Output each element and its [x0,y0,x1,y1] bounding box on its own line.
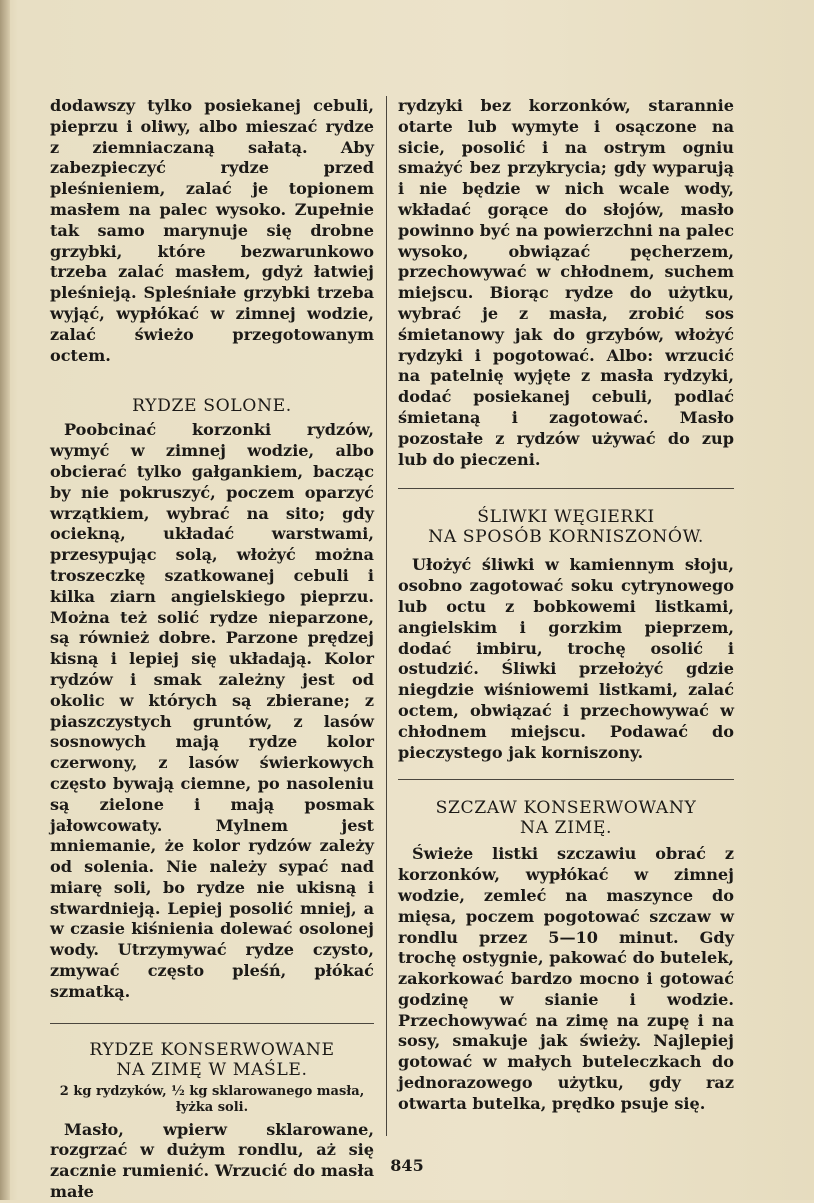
section-title-sliwki-line1: ŚLIWKI WĘGIERKI [477,507,655,528]
continuation-paragraph: rydzyki bez korzonków, starannie otarte lub wymyte i osączone na sicie, posolić i na ostrym ogniu smażyć bez przykrycia; gdy wyparują i nie będzie w nich wcale wody, wkładać gorące do słojów, masło powinno być na powierzchni na palec wysoko, obwiązać pęcherzem, przechowywać w chłodnem, suchem miejscu. Biorąc rydze do użytku, wybrać je z masła, zrobić sos śmietanowy jak do grzybów, włożyć rydzyki i pogotować. Albo: wrzucić na patelnię wyjęte z masła rydzyki, dodać posiekanej cebuli, podlać śmietaną i zagotować. Masło pozostałe z rydzów używać do zup lub do pieczeni. [398,96,734,469]
section-body-rydze-solone: Poobcinać korzonki rydzów, wymyć w zimnej wodzie, albo obcierać tylko gałgankiem, bacząc by nie pokruszyć, poczem oparzyć wrzątkiem, wybrać na sito; gdy ociekną, układać warstwami, przesypując solą, włożyć można troszeczkę szatkowanej cebuli i kilka ziarn angielskiego pieprzu. Można też solić rydze nieparzone, są również dobre. Parzone prędzej kisną i lepiej się układają. Kolor rydzów i smak zależny jest od okolic w których są zbierane; z piaszczystych gruntów, z lasów sosnowych mają rydze kolor czerwony, z lasów świerkowych często bywają ciemne, po nasoleniu są zielone i mają posmak jałowcowaty. Mylnem jest mniemanie, że kolor rydzów zależy od solenia. Nie należy sypać nad miarę soli, bo rydze nie ukisną i stwardnieją. Lepiej posolić mniej, a w czasie kiśnienia dolewać osolonej wody. Utrzymywać rydze czysto, zmywać często pleśń, płókać szmatką. [50,420,374,1001]
section-body-rydze-konserwowane: Masło, wpierw sklarowane, rozgrzać w dużym rondlu, aż się zacznie rumienić. Wrzucić do masła małe [50,1119,374,1202]
section-title-sliwki-line2: NA SPOSÓB KORNISZONÓW. [428,527,704,548]
section-divider [398,488,734,489]
section-divider [398,779,734,780]
intro-paragraph: dodawszy tylko posiekanej cebuli, pieprzu i oliwy, albo mieszać rydze z ziemniaczaną sałatą. Aby zabezpieczyć rydze przed pleśnieniem, zalać je topionem masłem na palec wysoko. Zupełnie tak samo marynuje się drobne grzybki, które bezwarunkowo trzeba zalać masłem, gdyż łatwiej pleśnieją. Spleśniałe grzybki trzeba wyjąć, wypłókać w zimnej wodzie, zalać świeżo przegotowanym octem. [50,96,374,365]
section-body-szczaw: Świeże listki szczawiu obrać z korzonków, wypłókać w zimnej wodzie, zemleć na maszynce do mięsa, poczem pogotować szczaw w rondlu przez 5—10 minut. Gdy trochę ostygnie, pakować do butelek, zakorkować bardzo mocno i gotować godzinę w sianie i wodzie. Przechowywać na zimę na zupę i na sosy, smakuje jak świeży. Najlepiej gotować w małych buteleczkach do jednorazowego użytku, gdy raz otwarta butelka, prędko psuje się. [398,844,734,1113]
section-title-rydze-konserwowane-line1: RYDZE KONSERWOWANE [89,1039,335,1060]
section-body-sliwki: Ułożyć śliwki w kamiennym słoju, osobno zagotować soku cytrynowego lub octu z bobkowemi listkami, angielskim i gorzkim pieprzem, dodać imbiru, trochę osolić i ostudzić. Śliwki przełożyć gdzie niegdzie wiśniowemi listkami, zalać octem, obwiązać i przechowywać w chłodnem miejscu. Podawać do pieczystego jak korniszony. [398,555,734,762]
column-divider [386,96,387,1136]
section-title-rydze-solone: RYDZE SOLONE. [132,396,292,417]
page-number: 845 [390,1156,424,1175]
section-title-szczaw-line1: SZCZAW KONSERWOWANY [435,798,697,819]
left-column [50,96,374,1203]
section-divider [50,1023,374,1024]
ingredients-list: 2 kg rydzyków, ½ kg sklarowanego masła, łyżka soli. [59,1083,365,1115]
book-spine-edge [0,0,10,1200]
section-title-rydze-konserwowane-line2: NA ZIMĘ W MAŚLE. [116,1059,308,1080]
right-column [398,96,734,1115]
section-title-szczaw-line2: NA ZIMĘ. [519,818,613,839]
